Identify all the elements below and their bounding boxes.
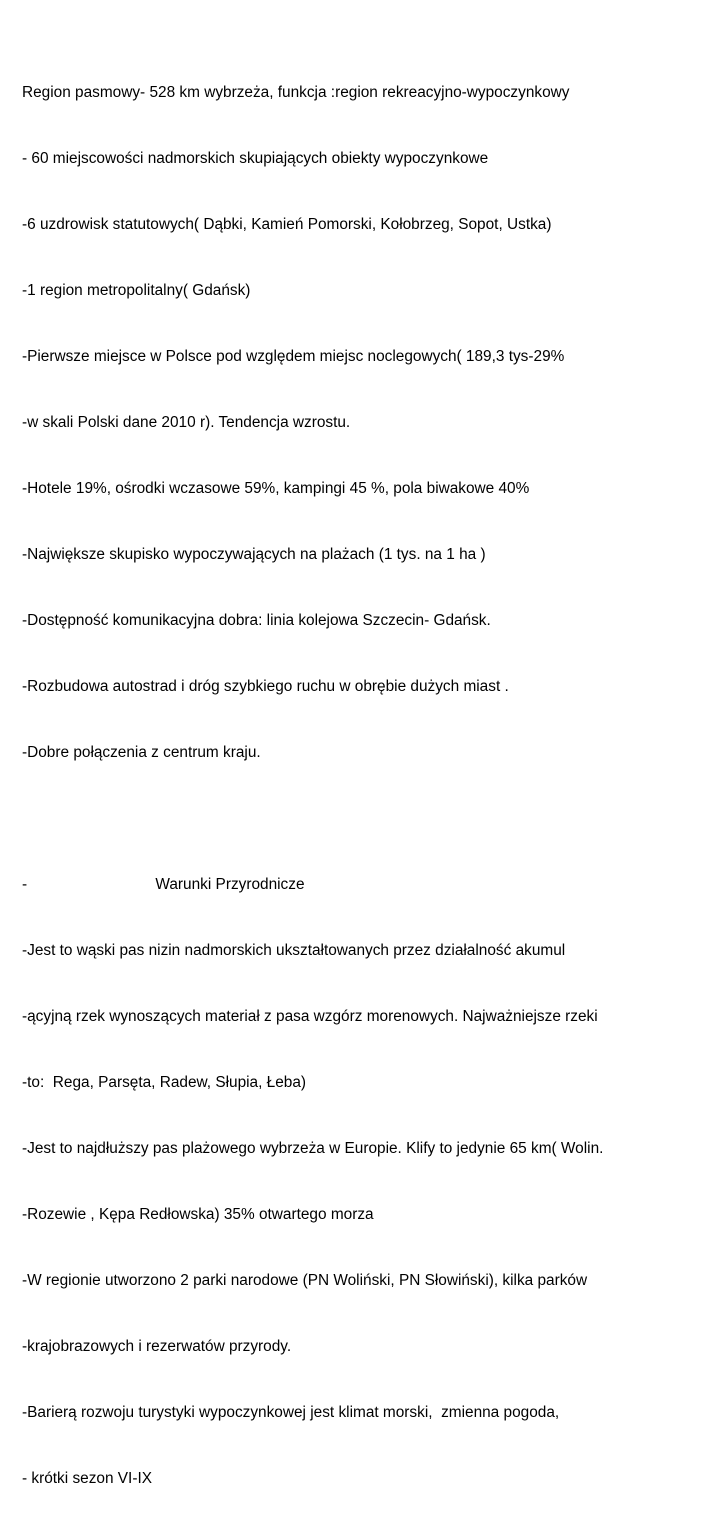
text-line-p2-6: -Rozewie , Kępa Redłowska) 35% otwartego morza [22, 1206, 374, 1223]
text-line-p1-2: - 60 miejscowości nadmorskich skupiających obiekty wypoczynkowe [22, 150, 489, 167]
text-line-p1-3: -6 uzdrowisk statutowych( Dąbki, Kamień Pomorski, Kołobrzeg, Sopot, Ustka) [22, 216, 552, 233]
paragraph-spacer [22, 808, 712, 830]
text-line-p1-1: Region pasmowy- 528 km wybrzeża, funkcja :region rekreacyjno-wypoczynkowy [22, 84, 570, 101]
text-line-p2-3: -ącyjną rzek wynoszących materiał z pasa wzgórz morenowych. Najważniejsze rzeki [22, 1008, 598, 1025]
text-line-p1-11: -Dobre połączenia z centrum kraju. [22, 744, 261, 761]
text-line-p2-5: -Jest to najdłuższy pas plażowego wybrzeża w Europie. Klify to jedynie 65 km( Wolin. [22, 1140, 604, 1157]
text-line-p1-10: -Rozbudowa autostrad i dróg szybkiego ruchu w obrębie dużych miast . [22, 678, 509, 695]
text-line-p2-9: -Barierą rozwoju turystyki wypoczynkowej jest klimat morski, zmienna pogoda, [22, 1404, 560, 1421]
text-line-p1-5: -Pierwsze miejsce w Polsce pod względem miejsc noclegowych( 189,3 tys-29% [22, 348, 565, 365]
text-line-p2-4: -to: Rega, Parsęta, Radew, Słupia, Łeba) [22, 1074, 307, 1091]
section-heading-line: - Warunki Przyrodnicze [22, 876, 305, 893]
text-line-p1-4: -1 region metropolitalny( Gdańsk) [22, 282, 251, 299]
text-line-p1-6: -w skali Polski dane 2010 r). Tendencja wzrostu. [22, 414, 351, 431]
text-line-p2-8: -krajobrazowych i rezerwatów przyrody. [22, 1338, 292, 1355]
text-line-p2-7: -W regionie utworzono 2 parki narodowe (PN Woliński, PN Słowiński), kilka parków [22, 1272, 588, 1289]
text-line-p1-7: -Hotele 19%, ośrodki wczasowe 59%, kampingi 45 %, pola biwakowe 40% [22, 480, 530, 497]
text-line-p1-9: -Dostępność komunikacyjna dobra: linia kolejowa Szczecin- Gdańsk. [22, 612, 491, 629]
text-line-p1-8: -Największe skupisko wypoczywających na plażach (1 tys. na 1 ha ) [22, 546, 486, 563]
text-line-p2-10: - krótki sezon VI-IX [22, 1470, 153, 1487]
text-line-p2-2: -Jest to wąski pas nizin nadmorskich ukształtowanych przez działalność akumul [22, 942, 566, 959]
text-block [22, 38, 712, 1534]
